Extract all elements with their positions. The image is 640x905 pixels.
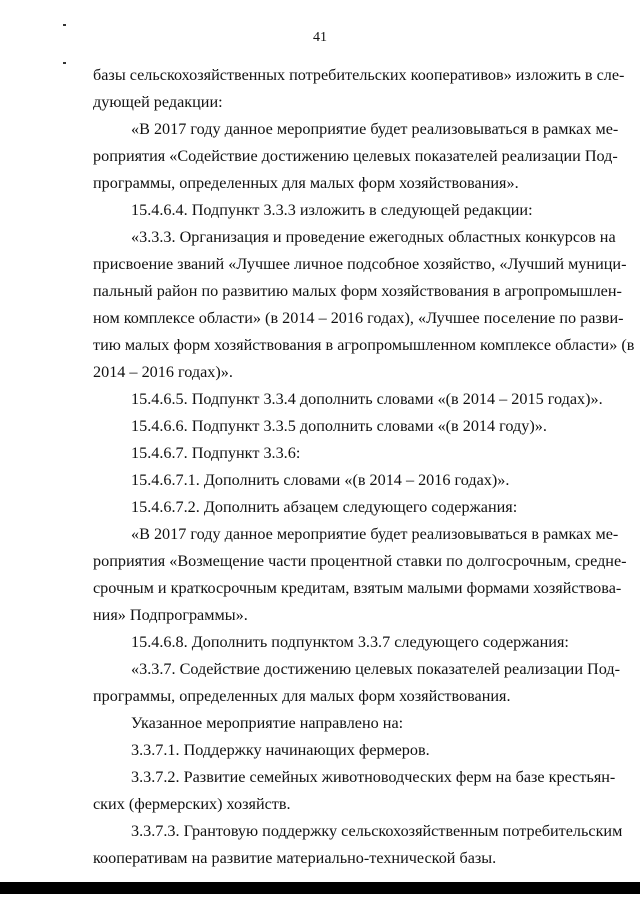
text-line: 15.4.6.8. Дополнить подпунктом 3.3.7 следующего содержания: (131, 633, 569, 651)
text-line: 3.3.7.1. Поддержку начинающих фермеров. (131, 741, 430, 759)
text-line: кооперативам на развитие материально-технической базы. (93, 849, 497, 867)
text-line: 3.3.7.3. Грантовую поддержку сельскохозяйственным потребительским (131, 822, 623, 840)
text-line: 2014 – 2016 годах)». (93, 363, 233, 381)
document-body (93, 62, 635, 872)
text-line: присвоение званий «Лучшее личное подсобное хозяйство, «Лучший муници- (93, 255, 627, 273)
text-line: роприятия «Возмещение части процентной ставки по долгосрочным, средне- (93, 552, 627, 570)
text-line: ния» Подпрограммы». (93, 606, 248, 624)
text-line: «3.3.7. Содействие достижению целевых показателей реализации Под- (131, 660, 620, 678)
scan-mark (63, 24, 66, 26)
text-line: 15.4.6.4. Подпункт 3.3.3 изложить в следующей редакции: (131, 201, 533, 219)
text-line: «3.3.3. Организация и проведение ежегодных областных конкурсов на (131, 228, 616, 246)
text-line: базы сельскохозяйственных потребительских кооперативов» изложить в сле- (93, 66, 625, 84)
text-line: «В 2017 году данное мероприятие будет реализовываться в рамках ме- (131, 525, 619, 543)
text-line: 15.4.6.7.1. Дополнить словами «(в 2014 – 2016 годах)». (131, 471, 510, 489)
page-number: 41 (313, 30, 327, 45)
text-line: «В 2017 году данное мероприятие будет реализовываться в рамках ме- (131, 120, 619, 138)
text-line: пальный район по развитию малых форм хозяйствования в агропромышлен- (93, 282, 622, 300)
text-line: роприятия «Содействие достижению целевых показателей реализации Под- (93, 147, 618, 165)
text-line: 3.3.7.2. Развитие семейных животноводческих ферм на базе крестьян- (131, 768, 616, 786)
scan-mark (63, 62, 66, 64)
text-line: ских (фермерских) хозяйств. (93, 795, 291, 813)
text-line: ном комплексе области» (в 2014 – 2016 годах), «Лучшее поселение по разви- (93, 309, 624, 327)
text-line: 15.4.6.5. Подпункт 3.3.4 дополнить словами «(в 2014 – 2015 годах)». (131, 390, 603, 408)
text-line: программы, определенных для малых форм хозяйствования. (93, 687, 511, 705)
text-line: 15.4.6.7.2. Дополнить абзацем следующего содержания: (131, 498, 518, 516)
text-line: Указанное мероприятие направлено на: (131, 714, 404, 732)
text-line: дующей редакции: (93, 93, 223, 111)
text-line: 15.4.6.7. Подпункт 3.3.6: (131, 444, 301, 462)
text-line: срочным и краткосрочным кредитам, взятым малыми формами хозяйствова- (93, 579, 622, 597)
text-line: 15.4.6.6. Подпункт 3.3.5 дополнить словами «(в 2014 году)». (131, 417, 547, 435)
text-line: программы, определенных для малых форм хозяйствования». (93, 174, 519, 192)
scan-edge-bar (0, 882, 640, 894)
text-line: тию малых форм хозяйствования в агропромышленном комплексе области» (в (93, 336, 635, 354)
